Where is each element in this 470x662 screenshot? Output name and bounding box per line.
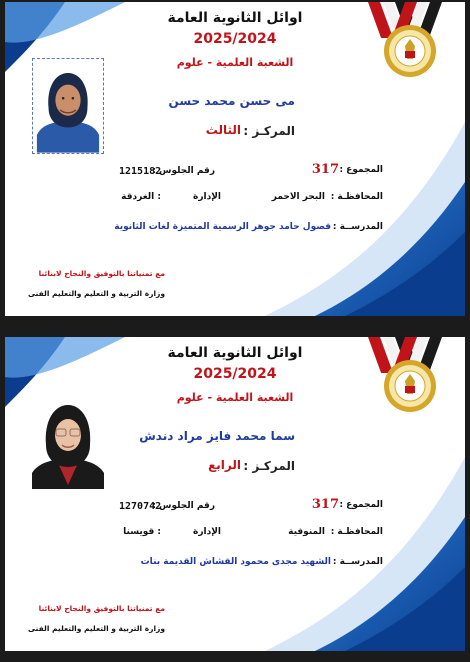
page-title: اوائل الثانوية العامة: [167, 10, 303, 26]
seat-number-value: 1270742: [119, 501, 162, 512]
seat-number-value: 1215182: [119, 166, 162, 177]
administration-label: الإدارة: [193, 527, 221, 537]
rank-label: المركـز :: [243, 459, 295, 473]
rank-value: الثالث: [205, 123, 241, 137]
certificate-card: [5, 2, 465, 316]
school-label: المدرســة :: [332, 222, 383, 232]
student-name: مى حسن محمد حسن: [168, 94, 295, 108]
medal-emblem-icon: [383, 359, 437, 413]
certificate-card: [5, 337, 465, 651]
medal-emblem-icon: [383, 24, 437, 78]
governorate-value: البحر الاحمر: [271, 192, 325, 202]
student-photo: [32, 393, 104, 489]
governorate-value: المنوفية: [288, 527, 325, 537]
rank-label: المركـز :: [243, 124, 295, 138]
wishes-message: مع تمنياتنا بالتوفيق والنجاح لابنائنا: [38, 604, 165, 613]
administration-label: الإدارة: [193, 192, 221, 202]
student-portrait-icon: [33, 59, 103, 153]
total-label: المجموع :: [339, 500, 383, 510]
ministry-name: وزارة التربية و التعليم والتعليم الفنى: [27, 289, 165, 298]
school-value: فصول حامد جوهر الرسمية المتميزة لغات الثانوية: [114, 222, 331, 232]
academic-year: 2025/2024: [193, 366, 277, 382]
administration-value: : قويسنا: [123, 527, 161, 537]
total-value: 317: [311, 162, 339, 177]
ministry-name: وزارة التربية و التعليم والتعليم الفنى: [27, 624, 165, 633]
total-value: 317: [311, 497, 339, 512]
school-value: الشهيد مجدى محمود القشاش القديمة بنات: [140, 557, 331, 567]
school-label: المدرســة :: [332, 557, 383, 567]
page-title: اوائل الثانوية العامة: [167, 345, 303, 361]
branch-label: الشعبة العلمية - علوم: [176, 56, 294, 69]
academic-year: 2025/2024: [193, 31, 277, 47]
governorate-label: المحافظـة :: [330, 192, 383, 202]
student-name: سما محمد فايز مراد دندش: [139, 429, 295, 443]
student-photo: [32, 58, 104, 154]
seat-number-label: رقم الجلوس :: [152, 166, 215, 176]
governorate-label: المحافظـة :: [330, 527, 383, 537]
rank-value: الرابع: [208, 458, 241, 472]
seat-number-label: رقم الجلوس :: [152, 501, 215, 511]
branch-label: الشعبة العلمية - علوم: [176, 391, 294, 404]
administration-value: : الغردقة: [121, 192, 161, 202]
total-label: المجموع :: [339, 165, 383, 175]
student-portrait-icon: [32, 393, 104, 489]
wishes-message: مع تمنياتنا بالتوفيق والنجاح لابنائنا: [38, 269, 165, 278]
